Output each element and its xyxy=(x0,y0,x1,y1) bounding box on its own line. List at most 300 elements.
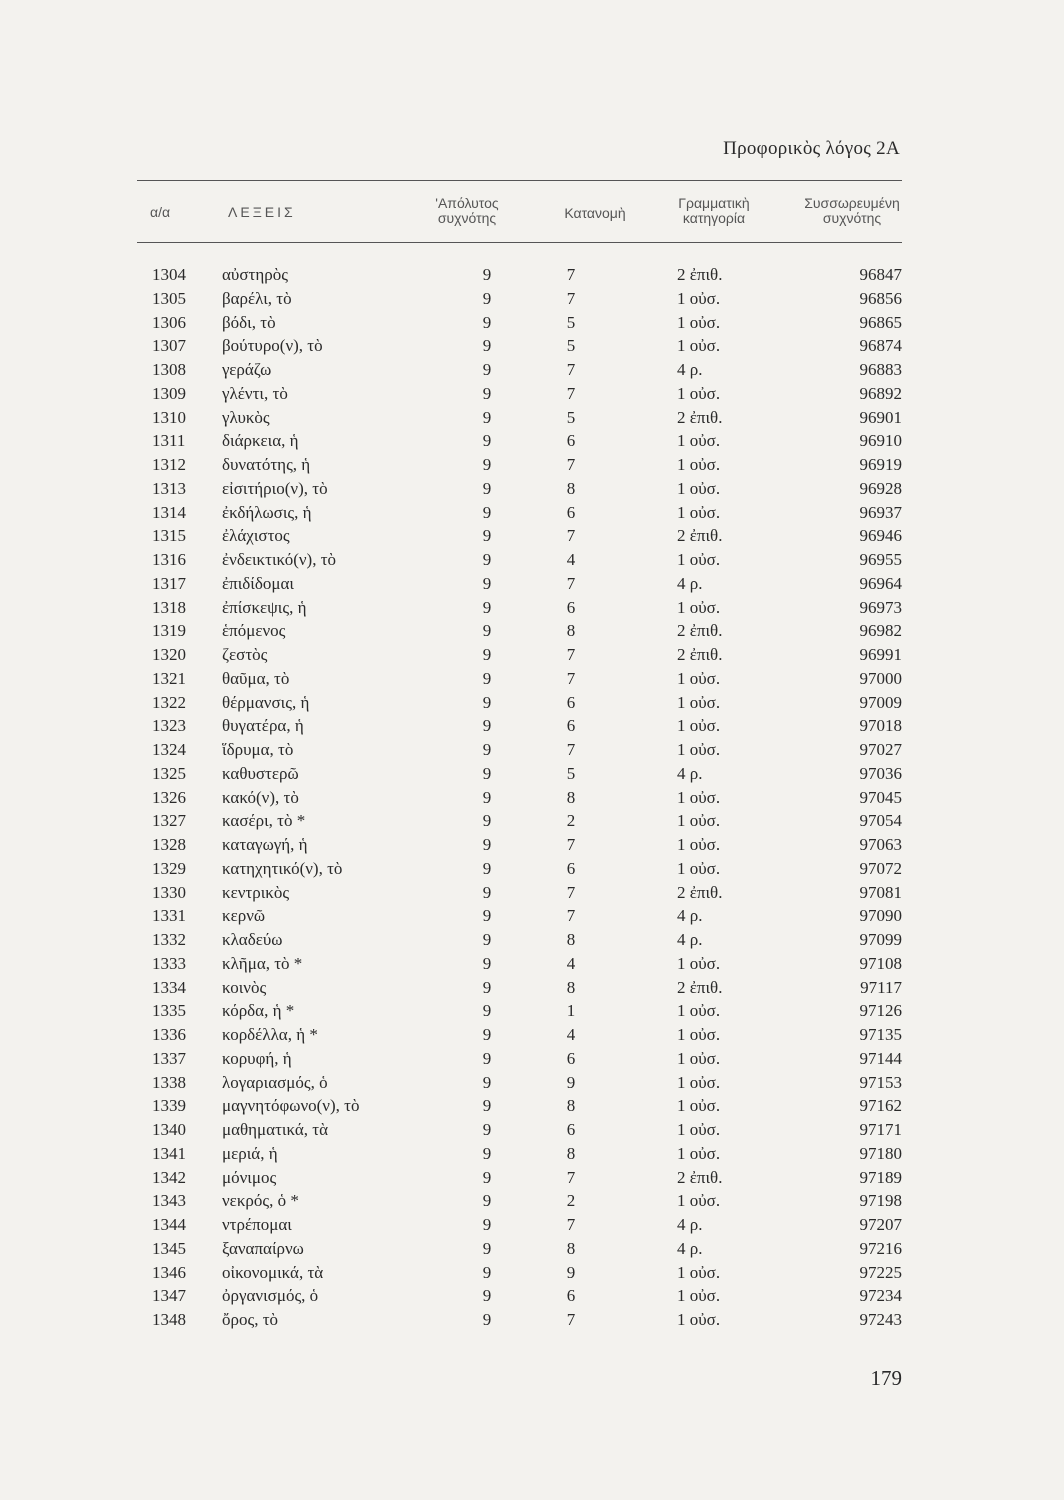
row-grammatical-category: 1 οὐσ. xyxy=(677,668,721,688)
row-word: κλαδεύω xyxy=(222,930,283,949)
row-absolute-frequency: 9 xyxy=(482,312,492,332)
row-grammatical-category: 2 ἐπιθ. xyxy=(677,882,723,902)
row-distribution: 5 xyxy=(566,336,576,356)
row-grammatical-category: 2 ἐπιθ. xyxy=(677,407,723,427)
row-cumulative-frequency: 96946 xyxy=(859,526,902,546)
row-number: 1329 xyxy=(152,858,186,878)
row-number: 1334 xyxy=(152,977,186,997)
row-number: 1304 xyxy=(152,265,186,284)
row-word: ἐπιδίδομαι xyxy=(222,573,294,593)
row-distribution: 5 xyxy=(566,763,576,783)
row-cumulative-frequency: 96937 xyxy=(859,502,902,522)
row-distribution: 7 xyxy=(566,740,576,759)
table-row xyxy=(0,716,1064,740)
column-header-words: ΛΕΞΕΙΣ xyxy=(228,204,296,220)
table-row xyxy=(0,455,1064,479)
row-number: 1338 xyxy=(152,1072,186,1092)
row-absolute-frequency: 9 xyxy=(482,550,492,569)
row-grammatical-category: 2 ἐπιθ. xyxy=(677,621,723,641)
row-word: κεντρικὸς xyxy=(222,882,290,902)
table-row xyxy=(0,693,1064,717)
row-distribution: 7 xyxy=(566,573,576,593)
table-row xyxy=(0,574,1064,598)
row-distribution: 8 xyxy=(566,930,576,949)
column-header-grammatical-category-line1: Γραμματικὴ xyxy=(678,195,750,211)
column-header-cumulative-frequency-line1: Συσσωρευμένη xyxy=(804,195,900,211)
row-word: ὀργανισμός, ὁ xyxy=(222,1286,319,1306)
row-cumulative-frequency: 97117 xyxy=(860,977,902,997)
row-cumulative-frequency: 97198 xyxy=(859,1191,902,1211)
row-distribution: 6 xyxy=(566,502,576,522)
row-absolute-frequency: 9 xyxy=(482,1215,492,1234)
table-row xyxy=(0,1025,1064,1049)
table-row xyxy=(0,408,1064,432)
row-absolute-frequency: 9 xyxy=(482,1262,492,1282)
table-row xyxy=(0,1073,1064,1097)
table-row xyxy=(0,550,1064,574)
row-grammatical-category: 2 ἐπιθ. xyxy=(677,526,723,546)
row-grammatical-category: 1 οὐσ. xyxy=(677,550,721,569)
row-word: κλῆμα, τὸ * xyxy=(222,953,303,973)
row-number: 1347 xyxy=(152,1286,186,1306)
row-grammatical-category: 4 ρ. xyxy=(677,573,703,593)
row-distribution: 6 xyxy=(566,1048,576,1068)
row-word: θαῦμα, τὸ xyxy=(222,668,290,688)
row-absolute-frequency: 9 xyxy=(482,1096,492,1116)
row-absolute-frequency: 9 xyxy=(482,621,492,641)
row-distribution: 8 xyxy=(566,621,576,641)
row-word: κόρδα, ἡ * xyxy=(222,1001,295,1021)
row-number: 1330 xyxy=(152,882,186,902)
row-distribution: 7 xyxy=(566,288,576,308)
row-number: 1332 xyxy=(152,930,186,949)
row-cumulative-frequency: 96973 xyxy=(859,597,902,617)
row-number: 1336 xyxy=(152,1025,186,1044)
row-word: νεκρός, ὁ * xyxy=(222,1191,299,1211)
row-cumulative-frequency: 97072 xyxy=(859,858,902,878)
row-grammatical-category: 4 ρ. xyxy=(677,906,703,926)
row-grammatical-category: 1 οὐσ. xyxy=(677,811,721,831)
row-number: 1328 xyxy=(152,835,186,854)
row-cumulative-frequency: 96991 xyxy=(859,645,902,664)
row-word: βούτυρο(ν), τὸ xyxy=(222,336,323,356)
row-grammatical-category: 1 οὐσ. xyxy=(677,478,721,498)
row-word: ἐκδήλωσις, ἡ xyxy=(222,502,312,522)
row-word: εἰσιτήριο(ν), τὸ xyxy=(222,478,328,498)
row-distribution: 2 xyxy=(566,1191,576,1211)
row-cumulative-frequency: 97099 xyxy=(859,930,902,949)
row-word: ἐπίσκεψις, ἡ xyxy=(222,597,307,617)
row-word: μόνιμος xyxy=(222,1167,277,1187)
row-word: γλέντι, τὸ xyxy=(222,383,288,403)
table-row xyxy=(0,598,1064,622)
row-absolute-frequency: 9 xyxy=(482,787,492,807)
row-word: καταγωγή, ἡ xyxy=(222,835,308,854)
row-absolute-frequency: 9 xyxy=(482,1167,492,1187)
row-absolute-frequency: 9 xyxy=(482,1310,492,1329)
row-word: οἰκονομικά, τὰ xyxy=(222,1262,324,1282)
row-cumulative-frequency: 97234 xyxy=(859,1286,902,1306)
row-number: 1322 xyxy=(152,692,186,712)
row-grammatical-category: 1 οὐσ. xyxy=(677,740,721,759)
row-absolute-frequency: 9 xyxy=(482,882,492,902)
row-word: ἐνδεικτικό(ν), τὸ xyxy=(222,550,337,569)
row-word: κορδέλλα, ἡ * xyxy=(222,1025,318,1044)
table-row xyxy=(0,1263,1064,1287)
row-number: 1313 xyxy=(152,478,186,498)
row-word: διάρκεια, ἡ xyxy=(222,431,299,451)
table-row xyxy=(0,1144,1064,1168)
row-word: κασέρι, τὸ * xyxy=(222,811,306,831)
row-distribution: 9 xyxy=(566,1072,576,1092)
table-row xyxy=(0,313,1064,337)
table-row xyxy=(0,1168,1064,1192)
row-absolute-frequency: 9 xyxy=(482,1120,492,1139)
row-cumulative-frequency: 97000 xyxy=(859,668,902,688)
row-number: 1307 xyxy=(152,336,186,356)
row-distribution: 8 xyxy=(566,1143,576,1163)
row-grammatical-category: 4 ρ. xyxy=(677,1238,703,1258)
row-number: 1312 xyxy=(152,455,186,474)
row-absolute-frequency: 9 xyxy=(482,740,492,759)
row-absolute-frequency: 9 xyxy=(482,668,492,688)
row-word: ὄρος, τὸ xyxy=(222,1310,279,1329)
row-cumulative-frequency: 96928 xyxy=(859,478,902,498)
table-row xyxy=(0,906,1064,930)
row-word: γλυκὸς xyxy=(222,407,270,427)
row-grammatical-category: 1 οὐσ. xyxy=(677,1096,721,1116)
table-row xyxy=(0,669,1064,693)
row-grammatical-category: 1 οὐσ. xyxy=(677,336,721,356)
row-cumulative-frequency: 97036 xyxy=(859,763,902,783)
row-distribution: 4 xyxy=(566,1025,576,1044)
row-absolute-frequency: 9 xyxy=(482,455,492,474)
row-absolute-frequency: 9 xyxy=(482,573,492,593)
row-absolute-frequency: 9 xyxy=(482,288,492,308)
running-head: Προφορικὸς λόγος 2Α xyxy=(723,138,900,159)
row-cumulative-frequency: 97108 xyxy=(859,953,902,973)
row-number: 1325 xyxy=(152,763,186,783)
table-row xyxy=(0,1191,1064,1215)
row-distribution: 8 xyxy=(566,478,576,498)
table-row xyxy=(0,811,1064,835)
row-number: 1316 xyxy=(152,550,186,569)
row-cumulative-frequency: 97027 xyxy=(859,740,902,759)
row-word: λογαριασμός, ὁ xyxy=(222,1072,328,1092)
row-distribution: 7 xyxy=(566,265,576,284)
table-row xyxy=(0,526,1064,550)
table-row xyxy=(0,289,1064,313)
row-cumulative-frequency: 97054 xyxy=(859,811,902,831)
row-distribution: 6 xyxy=(566,858,576,878)
table-row xyxy=(0,1215,1064,1239)
row-distribution: 7 xyxy=(566,882,576,902)
row-number: 1317 xyxy=(152,573,186,593)
row-word: ντρέπομαι xyxy=(222,1215,292,1234)
row-cumulative-frequency: 96910 xyxy=(859,431,902,451)
row-number: 1348 xyxy=(152,1310,186,1329)
row-distribution: 2 xyxy=(566,811,576,831)
row-distribution: 6 xyxy=(566,1120,576,1139)
row-grammatical-category: 4 ρ. xyxy=(677,1215,703,1234)
row-distribution: 7 xyxy=(566,906,576,926)
row-word: θέρμανσις, ἡ xyxy=(222,692,310,712)
table-row xyxy=(0,883,1064,907)
row-cumulative-frequency: 97063 xyxy=(859,835,902,854)
table-row xyxy=(0,1096,1064,1120)
row-distribution: 5 xyxy=(566,312,576,332)
row-grammatical-category: 1 οὐσ. xyxy=(677,953,721,973)
row-word: αὐστηρὸς xyxy=(222,265,288,284)
row-distribution: 7 xyxy=(566,526,576,546)
column-header-grammatical-category xyxy=(664,196,764,226)
row-cumulative-frequency: 97162 xyxy=(859,1096,902,1116)
row-cumulative-frequency: 97018 xyxy=(859,716,902,736)
row-grammatical-category: 1 οὐσ. xyxy=(677,1310,721,1329)
row-absolute-frequency: 9 xyxy=(482,906,492,926)
row-absolute-frequency: 9 xyxy=(482,383,492,403)
row-absolute-frequency: 9 xyxy=(482,977,492,997)
row-word: κερνῶ xyxy=(222,906,266,926)
row-number: 1319 xyxy=(152,621,186,641)
row-distribution: 8 xyxy=(566,1096,576,1116)
row-cumulative-frequency: 96892 xyxy=(859,383,902,403)
table-row xyxy=(0,859,1064,883)
row-distribution: 6 xyxy=(566,597,576,617)
row-grammatical-category: 4 ρ. xyxy=(677,930,703,949)
row-absolute-frequency: 9 xyxy=(482,597,492,617)
row-absolute-frequency: 9 xyxy=(482,835,492,854)
row-number: 1308 xyxy=(152,360,186,379)
row-absolute-frequency: 9 xyxy=(482,1191,492,1211)
row-word: δυνατότης, ἡ xyxy=(222,455,311,474)
row-number: 1331 xyxy=(152,906,186,926)
row-absolute-frequency: 9 xyxy=(482,692,492,712)
row-absolute-frequency: 9 xyxy=(482,953,492,973)
row-absolute-frequency: 9 xyxy=(482,716,492,736)
row-number: 1346 xyxy=(152,1262,186,1282)
table-row xyxy=(0,336,1064,360)
row-word: ξαναπαίρνω xyxy=(222,1238,304,1258)
row-grammatical-category: 1 οὐσ. xyxy=(677,1120,721,1139)
row-cumulative-frequency: 97171 xyxy=(859,1120,902,1139)
row-number: 1315 xyxy=(152,526,186,546)
header-rule-top xyxy=(137,180,902,181)
column-header-absolute-frequency xyxy=(412,196,522,226)
row-distribution: 8 xyxy=(566,977,576,997)
column-header-grammatical-category-line2: κατηγορία xyxy=(682,210,746,226)
row-cumulative-frequency: 97180 xyxy=(859,1143,902,1163)
row-distribution: 6 xyxy=(566,1286,576,1306)
row-grammatical-category: 4 ρ. xyxy=(677,763,703,783)
row-grammatical-category: 1 οὐσ. xyxy=(677,1072,721,1092)
row-cumulative-frequency: 96982 xyxy=(859,621,902,641)
row-grammatical-category: 1 οὐσ. xyxy=(677,1143,721,1163)
row-grammatical-category: 1 οὐσ. xyxy=(677,1191,721,1211)
row-absolute-frequency: 9 xyxy=(482,360,492,379)
row-word: καθυστερῶ xyxy=(222,763,299,783)
row-number: 1318 xyxy=(152,597,186,617)
row-grammatical-category: 2 ἐπιθ. xyxy=(677,1167,723,1187)
row-grammatical-category: 1 οὐσ. xyxy=(677,597,721,617)
row-distribution: 9 xyxy=(566,1262,576,1282)
row-distribution: 7 xyxy=(566,360,576,379)
row-cumulative-frequency: 96964 xyxy=(859,573,902,593)
table-row xyxy=(0,1286,1064,1310)
page-number: 179 xyxy=(870,1366,902,1390)
row-number: 1327 xyxy=(152,811,186,831)
row-number: 1344 xyxy=(152,1215,186,1234)
table-row xyxy=(0,1049,1064,1073)
row-distribution: 4 xyxy=(566,953,576,973)
row-cumulative-frequency: 96901 xyxy=(859,407,902,427)
table-row xyxy=(0,621,1064,645)
row-word: μαθηματικά, τὰ xyxy=(222,1120,329,1139)
table-row xyxy=(0,265,1064,289)
table-row xyxy=(0,1310,1064,1334)
row-distribution: 7 xyxy=(566,383,576,403)
row-distribution: 8 xyxy=(566,787,576,807)
row-absolute-frequency: 9 xyxy=(482,763,492,783)
row-number: 1341 xyxy=(152,1143,186,1163)
row-number: 1310 xyxy=(152,407,186,427)
row-cumulative-frequency: 96847 xyxy=(859,265,902,284)
row-cumulative-frequency: 97216 xyxy=(859,1238,902,1258)
row-number: 1342 xyxy=(152,1167,186,1187)
row-distribution: 7 xyxy=(566,1310,576,1329)
row-absolute-frequency: 9 xyxy=(482,645,492,664)
row-word: κατηχητικό(ν), τὸ xyxy=(222,858,343,878)
row-cumulative-frequency: 97090 xyxy=(859,906,902,926)
row-absolute-frequency: 9 xyxy=(482,502,492,522)
column-header-cumulative-frequency-line2: συχνότης xyxy=(822,210,882,226)
row-absolute-frequency: 9 xyxy=(482,336,492,356)
row-number: 1320 xyxy=(152,645,186,664)
table-row xyxy=(0,835,1064,859)
row-number: 1339 xyxy=(152,1096,186,1116)
row-word: θυγατέρα, ἡ xyxy=(222,716,304,736)
row-grammatical-category: 1 οὐσ. xyxy=(677,835,721,854)
row-grammatical-category: 1 οὐσ. xyxy=(677,502,721,522)
row-distribution: 7 xyxy=(566,455,576,474)
row-grammatical-category: 1 οὐσ. xyxy=(677,1025,721,1044)
row-number: 1323 xyxy=(152,716,186,736)
row-cumulative-frequency: 96874 xyxy=(859,336,902,356)
table-row xyxy=(0,360,1064,384)
row-absolute-frequency: 9 xyxy=(482,431,492,451)
column-header-cumulative-frequency xyxy=(795,196,909,226)
row-distribution: 7 xyxy=(566,645,576,664)
row-distribution: 7 xyxy=(566,1215,576,1234)
row-grammatical-category: 1 οὐσ. xyxy=(677,431,721,451)
row-word: ἐλάχιστος xyxy=(222,526,290,546)
row-distribution: 7 xyxy=(566,835,576,854)
row-word: μαγνητόφωνο(ν), τὸ xyxy=(222,1096,360,1116)
row-number: 1314 xyxy=(152,502,186,522)
row-word: βαρέλι, τὸ xyxy=(222,288,292,308)
table-row xyxy=(0,954,1064,978)
table-row xyxy=(0,740,1064,764)
row-grammatical-category: 2 ἐπιθ. xyxy=(677,645,723,664)
row-absolute-frequency: 9 xyxy=(482,1025,492,1044)
row-number: 1324 xyxy=(152,740,186,759)
row-grammatical-category: 1 οὐσ. xyxy=(677,312,721,332)
row-cumulative-frequency: 96856 xyxy=(859,288,902,308)
row-distribution: 7 xyxy=(566,668,576,688)
row-cumulative-frequency: 97153 xyxy=(859,1072,902,1092)
column-header-aa: α/α xyxy=(150,204,171,220)
row-number: 1345 xyxy=(152,1238,186,1258)
row-cumulative-frequency: 96955 xyxy=(859,550,902,569)
table-row xyxy=(0,1239,1064,1263)
row-cumulative-frequency: 97009 xyxy=(859,692,902,712)
row-distribution: 6 xyxy=(566,716,576,736)
row-distribution: 1 xyxy=(566,1001,576,1021)
row-grammatical-category: 1 οὐσ. xyxy=(677,716,721,736)
table-row xyxy=(0,431,1064,455)
row-distribution: 6 xyxy=(566,692,576,712)
row-absolute-frequency: 9 xyxy=(482,526,492,546)
table-row xyxy=(0,1120,1064,1144)
table-row xyxy=(0,978,1064,1002)
row-word: ζεστὸς xyxy=(222,645,268,664)
row-absolute-frequency: 9 xyxy=(482,1238,492,1258)
row-word: μεριά, ἡ xyxy=(222,1143,278,1163)
row-number: 1333 xyxy=(152,953,186,973)
row-cumulative-frequency: 97144 xyxy=(859,1048,902,1068)
row-number: 1335 xyxy=(152,1001,186,1021)
row-grammatical-category: 4 ρ. xyxy=(677,360,703,379)
row-number: 1326 xyxy=(152,787,186,807)
row-grammatical-category: 1 οὐσ. xyxy=(677,1286,721,1306)
row-cumulative-frequency: 97225 xyxy=(859,1262,902,1282)
row-cumulative-frequency: 96883 xyxy=(859,360,902,379)
row-word: βόδι, τὸ xyxy=(222,312,276,332)
row-distribution: 5 xyxy=(566,407,576,427)
row-absolute-frequency: 9 xyxy=(482,1072,492,1092)
row-cumulative-frequency: 97207 xyxy=(859,1215,902,1234)
row-absolute-frequency: 9 xyxy=(482,1001,492,1021)
row-cumulative-frequency: 96865 xyxy=(859,312,902,332)
column-header-distribution: Κατανομὴ xyxy=(564,205,626,221)
row-absolute-frequency: 9 xyxy=(482,1286,492,1306)
row-grammatical-category: 1 οὐσ. xyxy=(677,455,721,474)
row-grammatical-category: 2 ἐπιθ. xyxy=(677,977,723,997)
table-row xyxy=(0,503,1064,527)
row-absolute-frequency: 9 xyxy=(482,1143,492,1163)
row-absolute-frequency: 9 xyxy=(482,265,492,284)
row-grammatical-category: 1 οὐσ. xyxy=(677,1001,721,1021)
row-cumulative-frequency: 97135 xyxy=(859,1025,902,1044)
table-row xyxy=(0,479,1064,503)
table-row xyxy=(0,384,1064,408)
row-absolute-frequency: 9 xyxy=(482,858,492,878)
column-header-absolute-frequency-line1: 'Απόλυτος xyxy=(435,195,499,211)
row-number: 1311 xyxy=(152,431,186,451)
row-cumulative-frequency: 97189 xyxy=(859,1167,902,1187)
row-number: 1309 xyxy=(152,383,186,403)
row-distribution: 7 xyxy=(566,1167,576,1187)
row-grammatical-category: 1 οὐσ. xyxy=(677,288,721,308)
column-header-absolute-frequency-line2: συχνότης xyxy=(437,210,497,226)
row-number: 1306 xyxy=(152,312,186,332)
row-cumulative-frequency: 96919 xyxy=(859,455,902,474)
row-cumulative-frequency: 97081 xyxy=(859,882,902,902)
row-grammatical-category: 1 οὐσ. xyxy=(677,1048,721,1068)
row-grammatical-category: 1 οὐσ. xyxy=(677,1262,721,1282)
row-cumulative-frequency: 97045 xyxy=(859,787,902,807)
row-word: κακό(ν), τὸ xyxy=(222,787,299,807)
